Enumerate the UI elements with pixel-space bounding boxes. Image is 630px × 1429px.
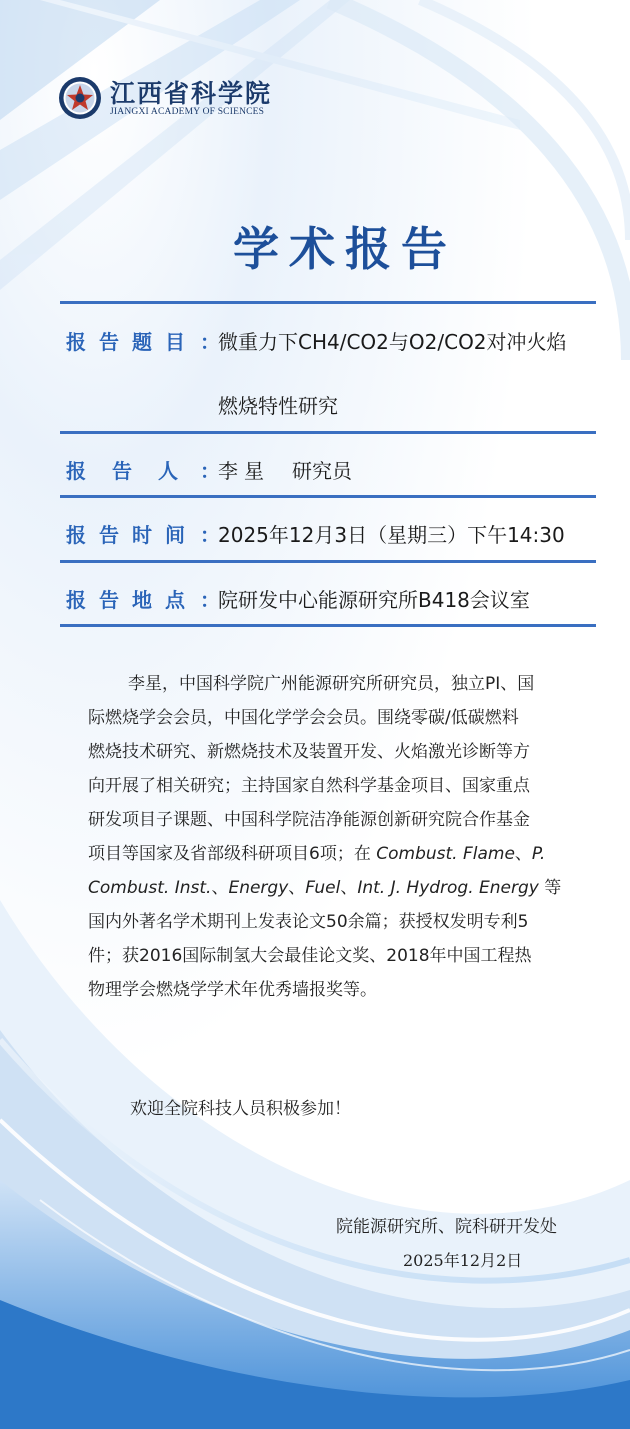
bio-line: 燃烧技术研究、新燃烧技术及装置开发、火焰激光诊断等方 xyxy=(88,742,530,762)
divider xyxy=(60,624,596,627)
journal-name: Combust. Inst. xyxy=(88,878,212,898)
journal-name: Energy xyxy=(228,878,289,898)
speaker-label: 报告人 xyxy=(66,459,204,483)
organizer: 院能源研究所、院科研开发处 xyxy=(336,1217,557,1237)
academy-emblem-icon xyxy=(58,76,102,120)
divider xyxy=(60,431,596,434)
topic-value-line1: 微重力下CH4/CO2与O2/CO2对冲火焰 xyxy=(218,330,567,354)
bio-line xyxy=(88,871,588,905)
time-label: 报告时间 xyxy=(66,523,198,547)
time-colon: ： xyxy=(200,523,220,547)
divider xyxy=(60,495,596,498)
location-value: 院研发中心能源研究所B418会议室 xyxy=(218,588,530,612)
bio-line: 李星，中国科学院广州能源研究所研究员，独立PI、国 xyxy=(128,674,535,694)
speaker-name: 李星 xyxy=(218,459,270,483)
topic-colon: ： xyxy=(200,330,220,354)
bio-text: 、 xyxy=(288,878,306,898)
bio-text: 项目等国家及省部级科研项目6项；在 xyxy=(88,844,377,864)
issue-date: 2025年12月2日 xyxy=(403,1251,523,1270)
journal-name: P. xyxy=(531,844,546,864)
journal-name: Fuel xyxy=(305,878,341,898)
bio-text: 、 xyxy=(514,844,532,864)
bio-line: 国内外著名学术期刊上发表论文50余篇；获授权发明专利5 xyxy=(88,912,529,932)
journal-name: Int. J. Hydrog. Energy xyxy=(357,878,539,898)
bio-line: 研发项目子课题、中国科学院洁净能源创新研究院合作基金 xyxy=(88,810,530,830)
bio-line: 际燃烧学会会员，中国化学学会会员。围绕零碳/低碳燃料 xyxy=(88,708,519,728)
welcome-message: 欢迎全院科技人员积极参加！ xyxy=(130,1099,351,1119)
time-value: 2025年12月3日（星期三）下午14:30 xyxy=(218,523,565,547)
location-colon: ： xyxy=(200,588,220,612)
bio-text: 、 xyxy=(340,878,358,898)
bio-line: 向开展了相关研究；主持国家自然科学基金项目、国家重点 xyxy=(88,776,530,796)
bio-line: 件；获2016国际制氢大会最佳论文奖、2018年中国工程热 xyxy=(88,946,532,966)
location-label: 报告地点 xyxy=(66,588,198,612)
logo-english-name: JIANGXI ACADEMY OF SCIENCES xyxy=(110,107,265,117)
journal-name: Combust. Flame xyxy=(376,844,515,864)
bio-text: 等 xyxy=(538,878,562,898)
institution-logo xyxy=(58,74,298,124)
bio-line xyxy=(88,837,588,871)
page-title: 学术报告 xyxy=(233,222,457,276)
bio-text: 、 xyxy=(211,878,229,898)
topic-label: 报告题目 xyxy=(66,330,198,354)
speaker-colon: ： xyxy=(200,459,220,483)
divider xyxy=(60,301,596,304)
logo-chinese-name: 江西省科学院 xyxy=(110,79,273,108)
topic-value-line2: 燃烧特性研究 xyxy=(218,394,338,418)
speaker-role: 研究员 xyxy=(292,459,352,483)
bio-line: 物理学会燃烧学学术年优秀墙报奖等。 xyxy=(88,980,377,1000)
speaker-biography xyxy=(88,667,588,1007)
divider xyxy=(60,560,596,563)
